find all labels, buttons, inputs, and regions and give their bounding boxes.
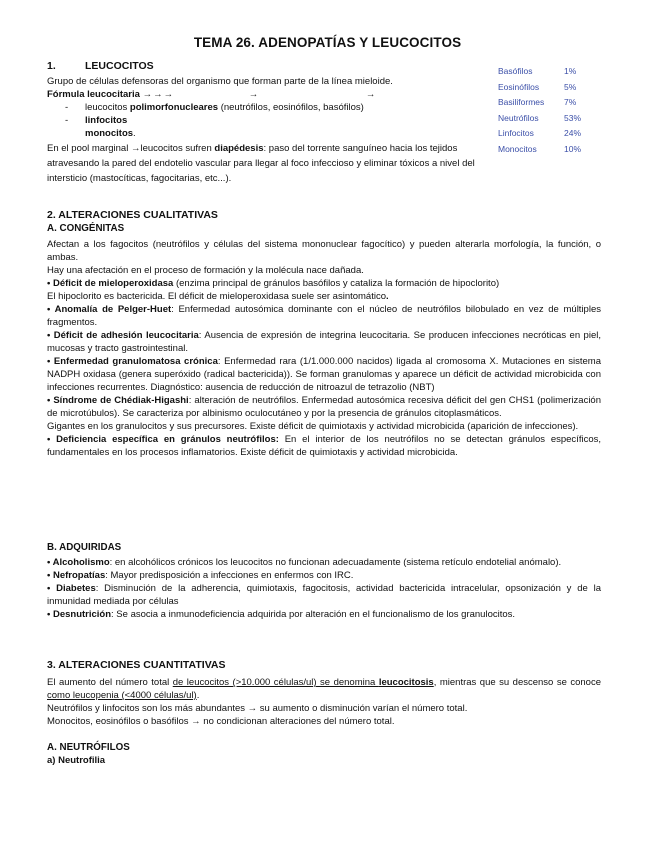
paragraph: • Enfermedad granulomatosa crónica: Enfermedad rara (1/1.000.000 nacidos) ligada al cromosoma X. Mutaciones en sistema NADPH oxidasa (genera superóxido (radical bactericida)). Se forman granulomas y aparece un déficit de actividad microbicida con infecciones recurrentes. Diagnóstico: ausencia de reducción de nitroazul de tetrazolio (NBT) — [47, 356, 601, 393]
list-item: - leucocitos polimorfonucleares (neutrófilos, eosinófilos, basófilos) — [65, 102, 364, 113]
paragraph: • Diabetes: Disminución de la adherencia, quimiotaxis, fagocitosis, actividad bactericida intracelular, opsonización y de la inmunidad mediada por células — [47, 583, 601, 607]
diapedesis-paragraph: En el pool marginal →leucocitos sufren diapédesis: paso del torrente sanguíneo hacia los tejidos atravesando la pared del endotelio vascular para llegar al foco infeccioso y eliminar tóxicos a nivel del intersticio (mastocíticas, fagocitarias, etc...). — [47, 143, 475, 184]
paragraph: El hipoclorito es bactericida. El déficit de mieloperoxidasa suele ser asintomático. — [47, 291, 389, 302]
paragraph: • Desnutrición: Se asocia a inmunodeficiencia adquirida por alteración en el funcionalismo de los granulocitos. — [47, 609, 516, 620]
table-row: Eosinófilos 5% — [498, 81, 577, 92]
formula-arrow-2: → — [248, 89, 260, 100]
paragraph: Hay una afectación en el proceso de formación y la molécula nace dañada. — [47, 265, 364, 276]
paragraph: • Déficit de adhesión leucocitaria: Ausencia de expresión de integrina leucocitaria. Se producen infecciones necróticas en piel, mucosas y tracto gastrointestinal. — [47, 330, 601, 354]
section-heading: LEUCOCITOS — [85, 60, 154, 72]
paragraph: • Anomalía de Pelger-Huet: Enfermedad autosómica dominante con el núcleo de neutrófilos bilobulado en vez de múltiples fragmentos. — [47, 304, 601, 328]
subsection-heading: a) Neutrofilia — [47, 755, 106, 766]
intro-text: Grupo de células defensoras del organismo que forman parte de la línea mieloide. — [47, 76, 393, 87]
section-heading: 3. ALTERACIONES CUANTITATIVAS — [47, 659, 226, 671]
subsection-heading: A. NEUTRÓFILOS — [47, 742, 130, 753]
paragraph: Gigantes en los granulocitos y sus precursores. Existe déficit de quimiotaxis y actividad microbicida (aparición de infecciones). — [47, 421, 579, 432]
table-row: Basófilos 1% — [498, 66, 577, 76]
formula-table — [498, 64, 608, 158]
table-row: Monocitos 10% — [498, 143, 582, 154]
section-adquiridas — [47, 541, 601, 621]
section-cuantitativas — [47, 659, 601, 767]
paragraph: Monocitos, eosinófilos o basófilos → no condicionan alteraciones del número total. — [47, 716, 395, 727]
table-row: Neutrófilos 53% — [498, 112, 582, 123]
table-row: Basiliformes 7% — [498, 97, 577, 108]
list-item: monocitos. — [85, 128, 136, 139]
paragraph: Neutrófilos y linfocitos son los más abundantes → su aumento o disminución varían el número total. — [47, 703, 468, 714]
section-heading: 2. ALTERACIONES CUALITATIVAS — [47, 209, 218, 221]
list-item: - linfocitos — [65, 115, 128, 126]
paragraph: • Déficit de mieloperoxidasa (enzima principal de gránulos basófilos y cataliza la formación de hipoclorito) — [47, 278, 500, 289]
formula-arrows: →→→ — [142, 89, 175, 100]
paragraph: • Deficiencia específica en gránulos neutrófilos: En el interior de los neutrófilos no se detectan gránulos específicos, fundamentales en los procesos inflamatorios. Existe déficit de quimiotaxis y actividad microbicida. — [47, 434, 601, 458]
subsection-heading: A. CONGÉNITAS — [47, 223, 125, 234]
section-cualitativas — [47, 209, 601, 459]
formula-label: Fórmula leucocitaria — [47, 89, 140, 100]
table-row: Linfocitos 24% — [498, 128, 582, 139]
paragraph: El aumento del número total de leucocitos (>10.000 células/ul) se denomina leucocitosis, mientras que su descenso se conoce como leucopenia (<4000 células/ul). — [47, 677, 601, 701]
section-number: 1. — [47, 60, 56, 72]
paragraph: • Nefropatías: Mayor predisposición a infecciones en enfermos con IRC. — [47, 570, 354, 581]
paragraph: Afectan a los fagocitos (neutrófilos y células del sistema mononuclear fagocítico) y pueden alterarla morfología, la función, o ambas. — [47, 239, 601, 263]
subsection-heading: B. ADQUIRIDAS — [47, 542, 122, 553]
paragraph: • Alcoholismo: en alcohólicos crónicos los leucocitos no funcionan adecuadamente (sistema retículo endotelial anómalo). — [47, 557, 562, 568]
paragraph: • Síndrome de Chédiak-Higashi: alteración de neutrófilos. Enfermedad autosómica recesiva déficit del gen CHS1 (polimerización de microtúbulos). Se caracteriza por albinismo oculocutáneo y por la presencia de gránulos citoplasmáticos. — [47, 395, 601, 419]
formula-arrow-3: → — [365, 89, 377, 100]
document-title: TEMA 26. ADENOPATÍAS Y LEUCOCITOS — [193, 35, 462, 50]
